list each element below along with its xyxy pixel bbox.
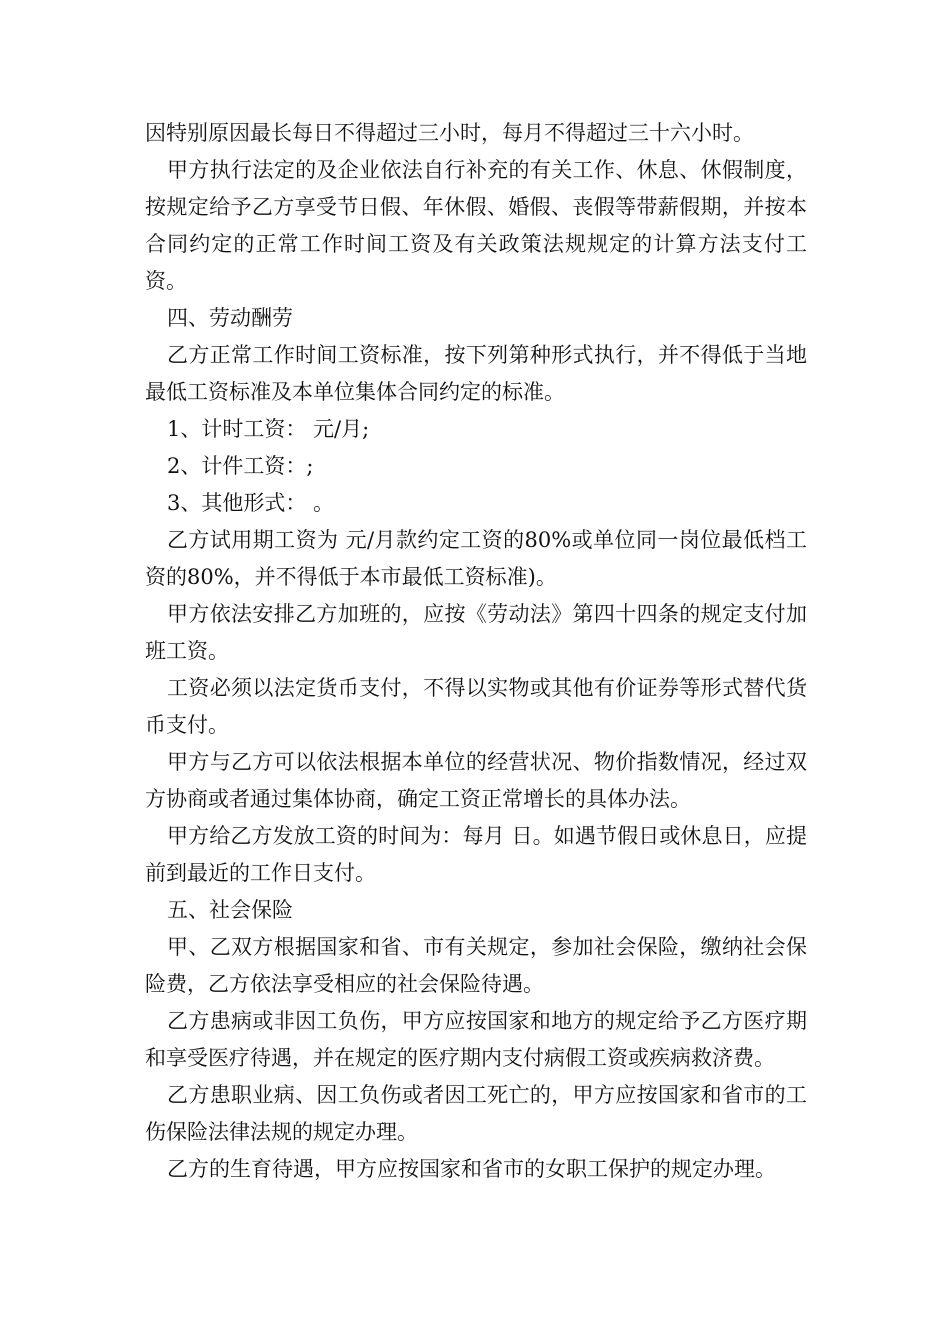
document-body — [145, 115, 807, 1188]
paragraph-maternity: 乙方的生育待遇，甲方应按国家和省市的女职工保护的规定办理。 — [167, 1157, 776, 1181]
list-item-hourly-wage: 1、计时工资： 元/月; — [167, 417, 370, 441]
paragraph-insurance-participation: 甲、乙双方根据国家和省、市有关规定，参加社会保险，缴纳社会保险费，乙方依法享受相应的社会保险待遇。 — [145, 935, 807, 996]
list-item-other-form: 3、其他形式： 。 — [167, 491, 335, 515]
list-item-piece-wage: 2、计件工资：; — [167, 454, 314, 478]
paragraph-rest-leave: 甲方执行法定的及企业依法自行补充的有关工作、休息、休假制度，按规定给予乙方享受节日假、年休假、婚假、丧假等带薪假期，并按本合同约定的正常工作时间工资及有关政策法规规定的计算方法支付工资。 — [145, 158, 807, 293]
paragraph-probation-wage: 乙方试用期工资为 元/月款约定工资的80%或单位同一岗位最低档工资的80%，并不得低于本市最低工资标准)。 — [145, 528, 807, 589]
paragraph-overtime-pay: 甲方依法安排乙方加班的，应按《劳动法》第四十四条的规定支付加班工资。 — [145, 602, 807, 663]
paragraph-currency-payment: 工资必须以法定货币支付，不得以实物或其他有价证券等形式替代货币支付。 — [145, 676, 807, 737]
paragraph-pay-date: 甲方给乙方发放工资的时间为：每月 日。如遇节假日或休息日，应提前到最近的工作日支付。 — [145, 824, 807, 885]
section-heading-social-insurance: 五、社会保险 — [167, 898, 293, 922]
paragraph-wage-growth: 甲方与乙方可以依法根据本单位的经营状况、物价指数情况，经过双方协商或者通过集体协商，确定工资正常增长的具体办法。 — [145, 750, 807, 811]
paragraph-sick-leave: 乙方患病或非因工负伤，甲方应按国家和地方的规定给予乙方医疗期和享受医疗待遇，并在规定的医疗期内支付病假工资或疾病救济费。 — [145, 1009, 807, 1070]
paragraph-overtime-limit: 因特别原因最长每日不得超过三小时，每月不得超过三十六小时。 — [145, 121, 754, 145]
section-heading-remuneration: 四、劳动酬劳 — [167, 306, 293, 330]
paragraph-wage-standard: 乙方正常工作时间工资标准，按下列第种形式执行，并不得低于当地最低工资标准及本单位集体合同约定的标准。 — [145, 343, 807, 404]
paragraph-work-injury: 乙方患职业病、因工负伤或者因工死亡的，甲方应按国家和省市的工伤保险法律法规的规定办理。 — [145, 1083, 807, 1144]
